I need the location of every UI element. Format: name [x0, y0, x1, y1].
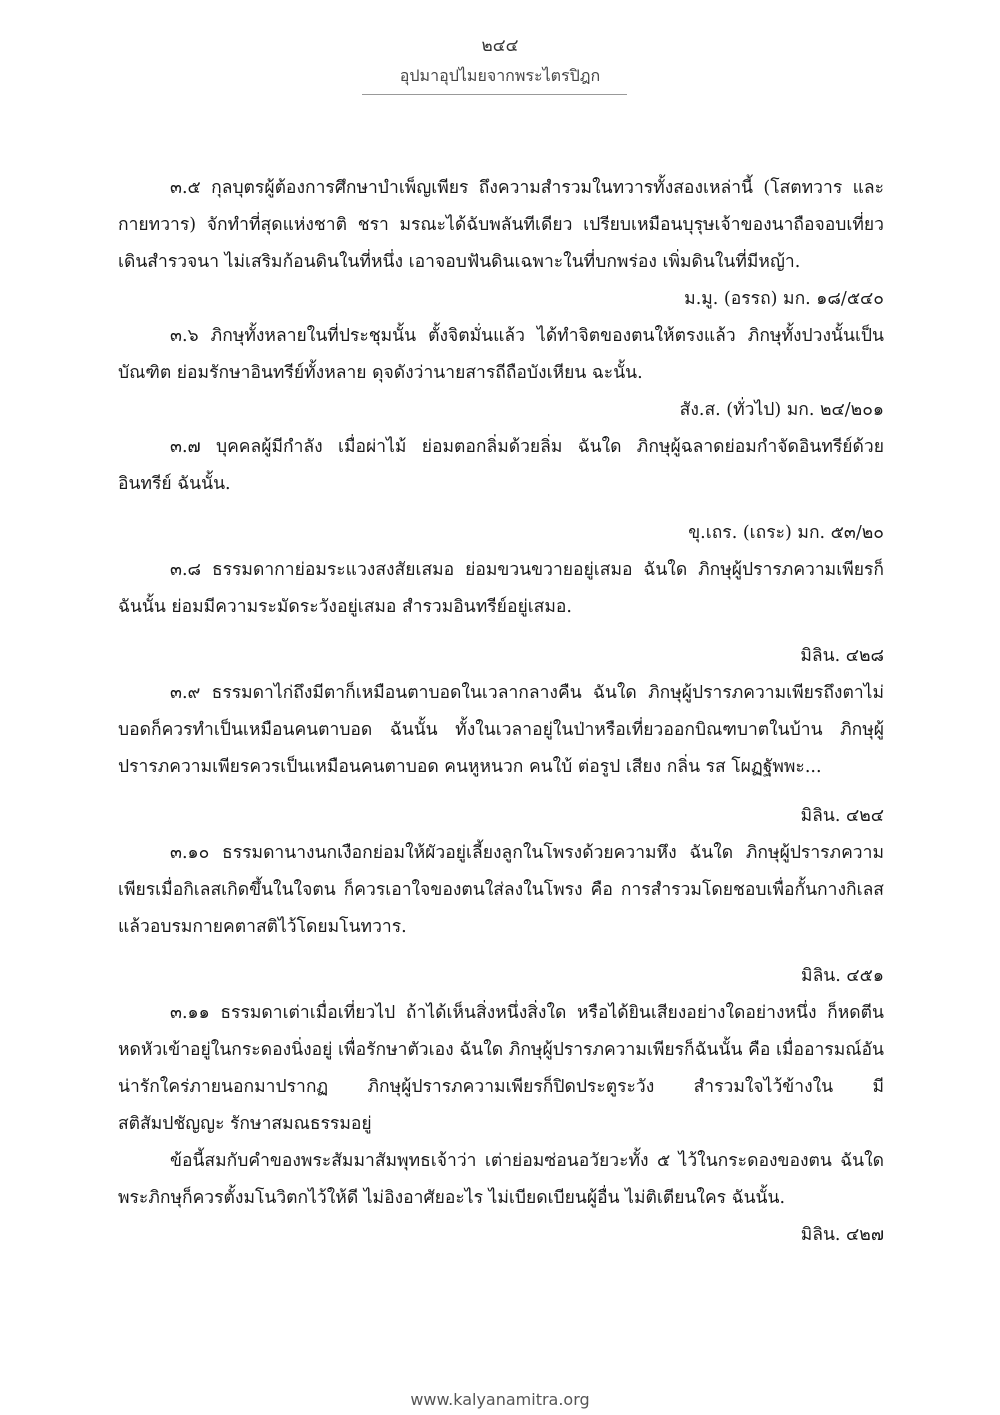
- footer-url: www.kalyanamitra.org: [410, 1390, 590, 1409]
- paragraph-3-7: ๓.๗ บุคคลผู้มีกำลัง เมื่อผ่าไม้ ย่อมตอกลิ่มด้วยลิ่ม ฉันใด ภิกษุผู้ฉลาดย่อมกำจัดอินทรีย์ด้วยอินทรีย์ ฉันนั้น.: [118, 437, 884, 494]
- page-content: [118, 170, 884, 1254]
- running-title: อุปมาอุปไมยจากพระไตรปิฎก: [399, 66, 601, 85]
- reference-3-5: ม.มู. (อรรถ) มก. ๑๘/๕๔๐: [684, 289, 884, 309]
- header-divider: [362, 94, 627, 95]
- paragraph-3-9: ๓.๙ ธรรมดาไก่ถึงมีตาก็เหมือนตาบอดในเวลากลางคืน ฉันใด ภิกษุผู้ปรารภความเพียรถึงตาไม่บอดก็ควรทำเป็นเหมือนคนตาบอด ฉันนั้น ทั้งในเวลาอยู่ในป่าหรือเที่ยวออกบิณฑบาตในบ้าน ภิกษุผู้ปรารภความเพียรควรเป็นเหมือนคนตาบอด คนหูหนวก คนใบ้ ต่อรูป เสียง กลิ่น รส โผฏฐัพพะ...: [118, 683, 884, 777]
- paragraph-3-11-continued: ข้อนี้สมกับคำของพระสัมมาสัมพุทธเจ้าว่า เต่าย่อมซ่อนอวัยวะทั้ง ๕ ไว้ในกระดองของตน ฉันใด พระภิกษุก็ควรตั้งมโนวิตกไว้ให้ดี ไม่อิงอาศัยอะไร ไม่เบียดเบียนผู้อื่น ไม่ติเตียนใคร ฉันนั้น.: [118, 1151, 884, 1208]
- page-number: ๒๔๔: [481, 36, 519, 56]
- reference-3-9: มิลิน. ๔๒๔: [800, 806, 884, 826]
- reference-3-8: มิลิน. ๔๒๘: [800, 646, 884, 666]
- paragraph-3-6: ๓.๖ ภิกษุทั้งหลายในที่ประชุมนั้น ตั้งจิตมั่นแล้ว ได้ทำจิตของตนให้ตรงแล้ว ภิกษุทั้งปวงนั้นเป็นบัณฑิต ย่อมรักษาอินทรีย์ทั้งหลาย ดุจดังว่านายสารถีถือบังเหียน ฉะนั้น.: [118, 326, 884, 383]
- reference-3-10: มิลิน. ๔๕๑: [801, 966, 884, 986]
- reference-3-7: ขุ.เถร. (เถระ) มก. ๕๓/๒๐: [688, 523, 884, 543]
- paragraph-3-10: ๓.๑๐ ธรรมดานางนกเงือกย่อมให้ผัวอยู่เลี้ยงลูกในโพรงด้วยความหึง ฉันใด ภิกษุผู้ปรารภความเพียรเมื่อกิเลสเกิดขึ้นในใจตน ก็ควรเอาใจของตนใส่ลงในโพรง คือ การสำรวมโดยชอบเพื่อกั้นกางกิเลส แล้วอบรมกายคตาสติไว้โดยมโนทวาร.: [118, 843, 884, 937]
- paragraph-3-8: ๓.๘ ธรรมดากาย่อมระแวงสงสัยเสมอ ย่อมขวนขวายอยู่เสมอ ฉันใด ภิกษุผู้ปรารภความเพียรก็ฉันนั้น ย่อมมีความระมัดระวังอยู่เสมอ สำรวมอินทรีย์อยู่เสมอ.: [118, 560, 884, 617]
- paragraph-3-5: ๓.๕ กุลบุตรผู้ต้องการศึกษาบำเพ็ญเพียร ถึงความสำรวมในทวารทั้งสองเหล่านี้ (โสตทวาร และกายทวาร) จักทำที่สุดแห่งชาติ ชรา มรณะได้ฉับพลันทีเดียว เปรียบเหมือนบุรุษเจ้าของนาถือจอบเที่ยวเดินสำรวจนา ไม่เสริมก้อนดินในที่หนึ่ง เอาจอบฟันดินเฉพาะในที่บกพร่อง เพิ่มดินในที่มีหญ้า.: [118, 178, 884, 272]
- reference-3-11: มิลิน. ๔๒๗: [800, 1225, 884, 1245]
- paragraph-3-11: ๓.๑๑ ธรรมดาเต่าเมื่อเที่ยวไป ถ้าได้เห็นสิ่งหนึ่งสิ่งใด หรือได้ยินเสียงอย่างใดอย่างหนึ่ง ก็หดตีนหดหัวเข้าอยู่ในกระดองนิ่งอยู่ เพื่อรักษาตัวเอง ฉันใด ภิกษุผู้ปรารภความเพียรก็ฉันนั้น คือ เมื่ออารมณ์อันน่ารักใคร่ภายนอกมาปรากฏ ภิกษุผู้ปรารภความเพียรก็ปิดประตูระวัง สำรวมใจไว้ข้างใน มีสติสัมปชัญญะ รักษาสมณธรรมอยู่: [118, 1003, 884, 1134]
- reference-3-6: สัง.ส. (ทั่วไป) มก. ๒๔/๒๐๑: [679, 400, 884, 420]
